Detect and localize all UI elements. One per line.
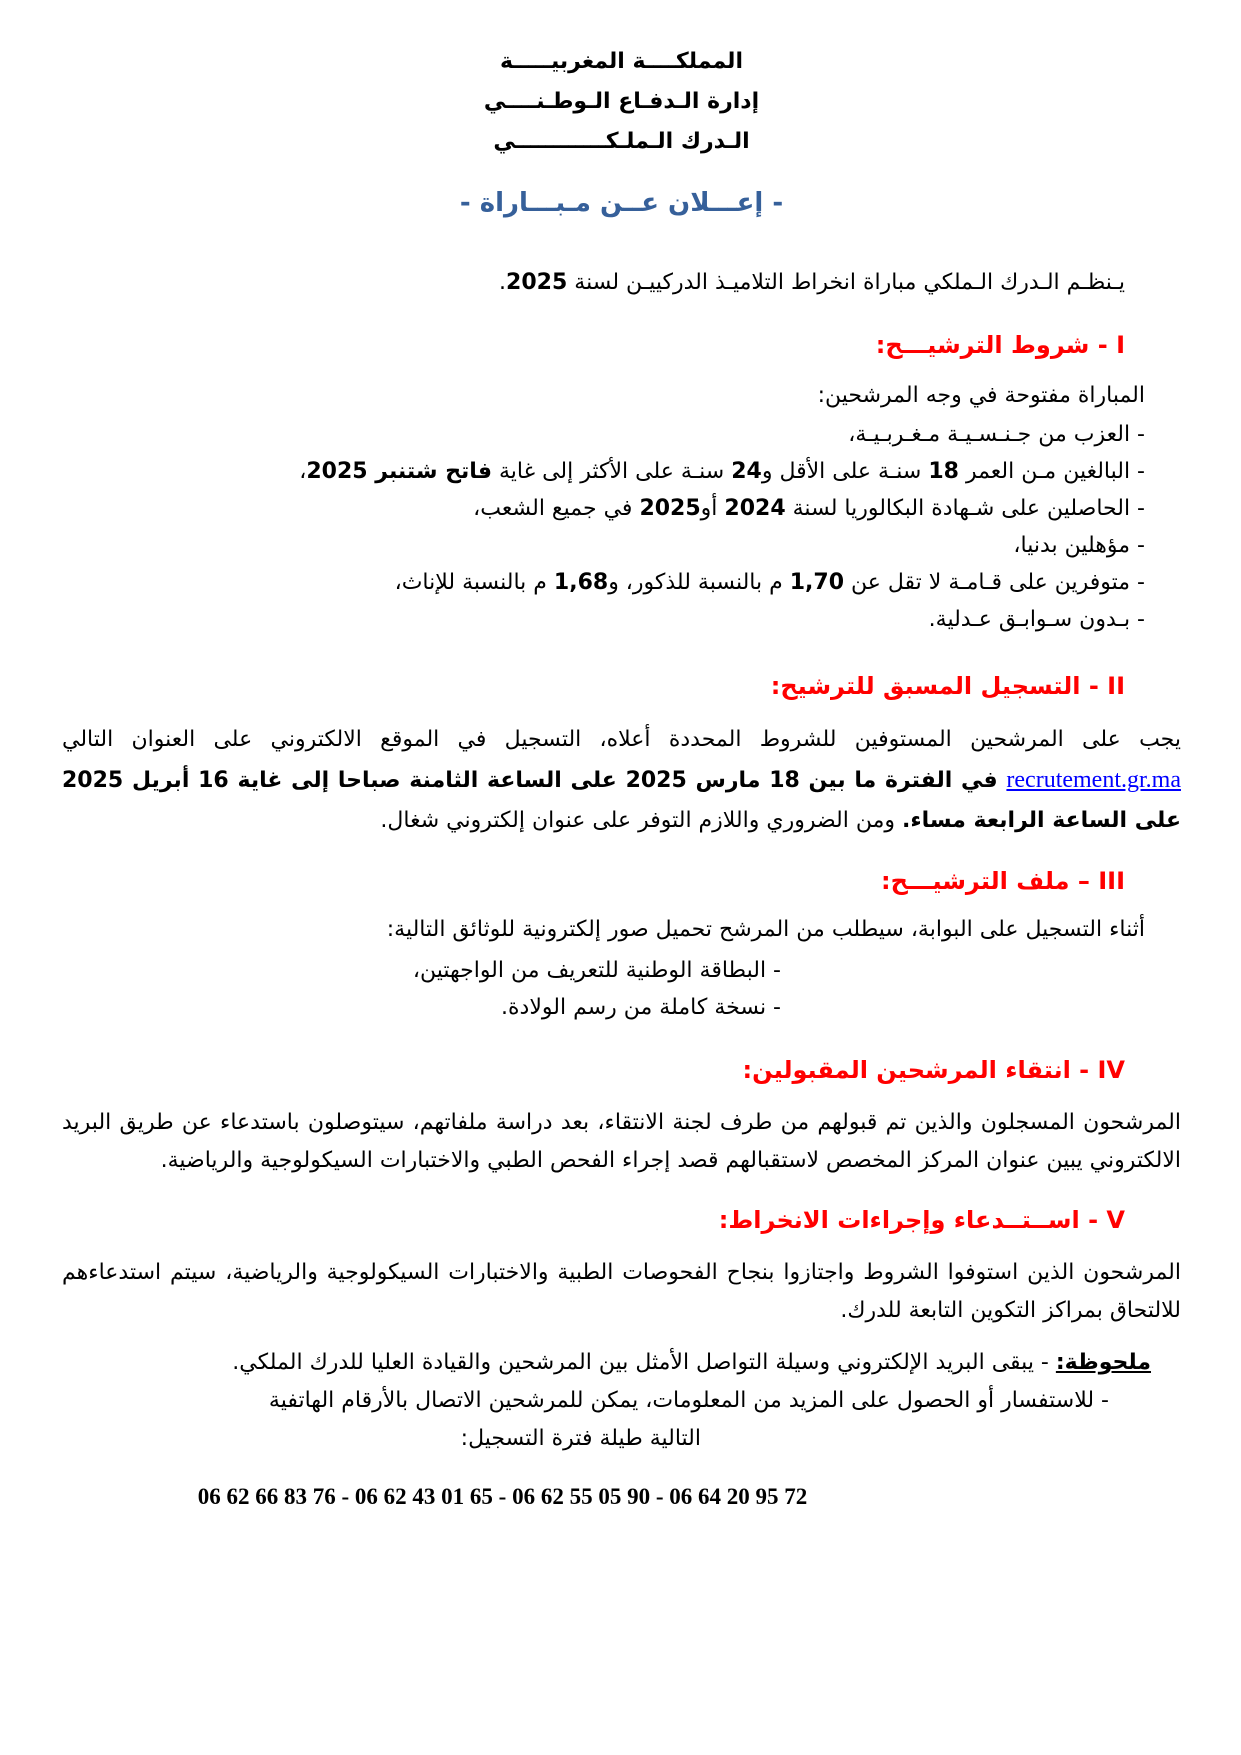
condition-age <box>62 453 1145 490</box>
note-phone-item-continued: التالية طيلة فترة التسجيل: <box>460 1426 701 1451</box>
document-birth-certificate: - نسخة كاملة من رسم الولادة. <box>501 995 781 1020</box>
note-phone-item: - للاستفسار أو الحصول على المزيد من المعلومات، يمكن للمرشحين الاتصال بالأرقام الهاتفية <box>268 1388 1109 1413</box>
condition-single-status: - العزب من جـنـسـيـة مـغـربـيـة، <box>848 422 1145 447</box>
condition-bac-text: - الحاصلين على شـهادة البكالوريا لسنة <box>785 496 1145 521</box>
enrollment-heading: V - اســتــدعاء وإجراءات الانخراط: <box>718 1206 1125 1234</box>
intro-year: 2025 <box>506 270 568 295</box>
condition-height-text3: م بالنسبة للإناث، <box>394 570 554 595</box>
condition-age-text3: سنـة على الأكثر إلى غاية <box>491 459 732 484</box>
header-defense-administration: إدارة الـدفـاع الـوطـنــــي <box>483 89 760 114</box>
document-header <box>62 42 1181 162</box>
recruitment-link[interactable]: recrutement.gr.ma <box>1006 767 1181 793</box>
header-royal-gendarmerie: الـدرك الـملـكــــــــــــي <box>493 129 750 154</box>
pre-registration-text: يجب على المرشحين المستوفين للشروط المحددة أعلاه، التسجيل في الموقع الالكتروني على العنوان التالي <box>62 727 1181 752</box>
condition-bac-year2: 2025 <box>639 496 701 521</box>
note-email-text: - يبقى البريد الإلكتروني وسيلة التواصل الأمثل بين المرشحين والقيادة العليا للدرك الملكي. <box>232 1350 1056 1375</box>
intro-paragraph <box>62 270 1125 295</box>
condition-height <box>62 564 1145 601</box>
condition-height-female: 1,68 <box>553 570 609 595</box>
condition-age-comma: ، <box>299 459 307 484</box>
header-kingdom: المملكــــة المغربيـــــة <box>500 49 743 74</box>
condition-bac-text2: في جميع الشعب، <box>473 496 640 521</box>
note-label: ملحوظة: <box>1055 1350 1151 1375</box>
condition-physical-fitness: - مؤهلين بدنيا، <box>1013 533 1145 558</box>
enrollment-paragraph: المرشحون الذين استوفوا الشروط واجتازوا بنجاح الفحوصات الطبية والاختبارات السيكولوجية والرياضية، سيتم استدعاءهم للالتحاق بمراكز التكوين التابعة للدرك. <box>62 1260 1181 1323</box>
condition-age-min: 18 <box>928 459 959 484</box>
document-national-id: - البطاقة الوطنية للتعريف من الواجهتين، <box>412 958 781 983</box>
condition-age-max: 24 <box>731 459 762 484</box>
condition-age-text: - البالغين مـن العمر <box>958 459 1145 484</box>
condition-height-text: - متوفرين على قـامـة لا تقل عن <box>844 570 1145 595</box>
intro-text: يـنظـم الـدرك الـملكي مباراة انخراط التلاميـذ الدركييـن لسنة <box>567 270 1125 295</box>
condition-height-male: 1,70 <box>789 570 845 595</box>
condition-age-text2: سنـة على الأقل و <box>761 459 929 484</box>
intro-period: . <box>499 270 507 295</box>
condition-baccalaureate <box>62 490 1145 527</box>
condition-height-text2: م بالنسبة للذكور، و <box>608 570 790 595</box>
pre-registration-text2: ومن الضروري واللازم التوفر على عنوان إلكتروني شغال. <box>380 808 902 833</box>
selection-heading: IV - انتقاء المرشحين المقبولين: <box>742 1056 1125 1084</box>
selection-paragraph: المرشحون المسجلون والذين تم قبولهم من طرف لجنة الانتقاء، بعد دراسة ملفاتهم، سيتوصلون باستدعاء عن طريق البريد الالكتروني يبين عنوان المركز المخصص لاستقبالهم قصد إجراء الفحص الطبي والاختبارات السيكولوجية والرياضية. <box>62 1110 1181 1173</box>
condition-age-deadline: فاتح شتنبر 2025 <box>306 459 492 484</box>
pre-registration-paragraph <box>62 720 1181 841</box>
note-email-item <box>62 1344 1151 1382</box>
pre-registration-heading: II - التسجيل المسبق للترشيح: <box>770 672 1125 700</box>
phone-numbers: 06 62 66 83 76 - 06 62 43 01 65 - 06 62 55 05 90 - 06 64 20 95 72 <box>197 1484 808 1509</box>
application-file-lead: أثناء التسجيل على البوابة، سيطلب من المرشح تحميل صور إلكترونية للوثائق التالية: <box>386 917 1145 942</box>
conditions-heading: I - شروط الترشيـــح: <box>875 331 1125 359</box>
condition-no-criminal-record: - بـدون سـوابـق عـدلية. <box>928 607 1145 632</box>
conditions-list <box>62 416 1145 638</box>
documents-list <box>62 952 781 1026</box>
conditions-lead: المباراة مفتوحة في وجه المرشحين: <box>817 383 1145 408</box>
announcement-title: - إعـــلان عــن مـبـــاراة - <box>459 188 784 218</box>
application-file-heading: III – ملف الترشيـــح: <box>881 867 1125 895</box>
condition-bac-year1: 2024 <box>724 496 786 521</box>
note-block <box>62 1344 1181 1458</box>
condition-bac-or: أو <box>700 496 725 521</box>
registration-period: في الفترة ما بين 18 مارس 2025 على الساعة الثامنة صباحا إلى غاية 16 أبريل 2025 على الساعة الرابعة مساء. <box>62 768 1181 833</box>
